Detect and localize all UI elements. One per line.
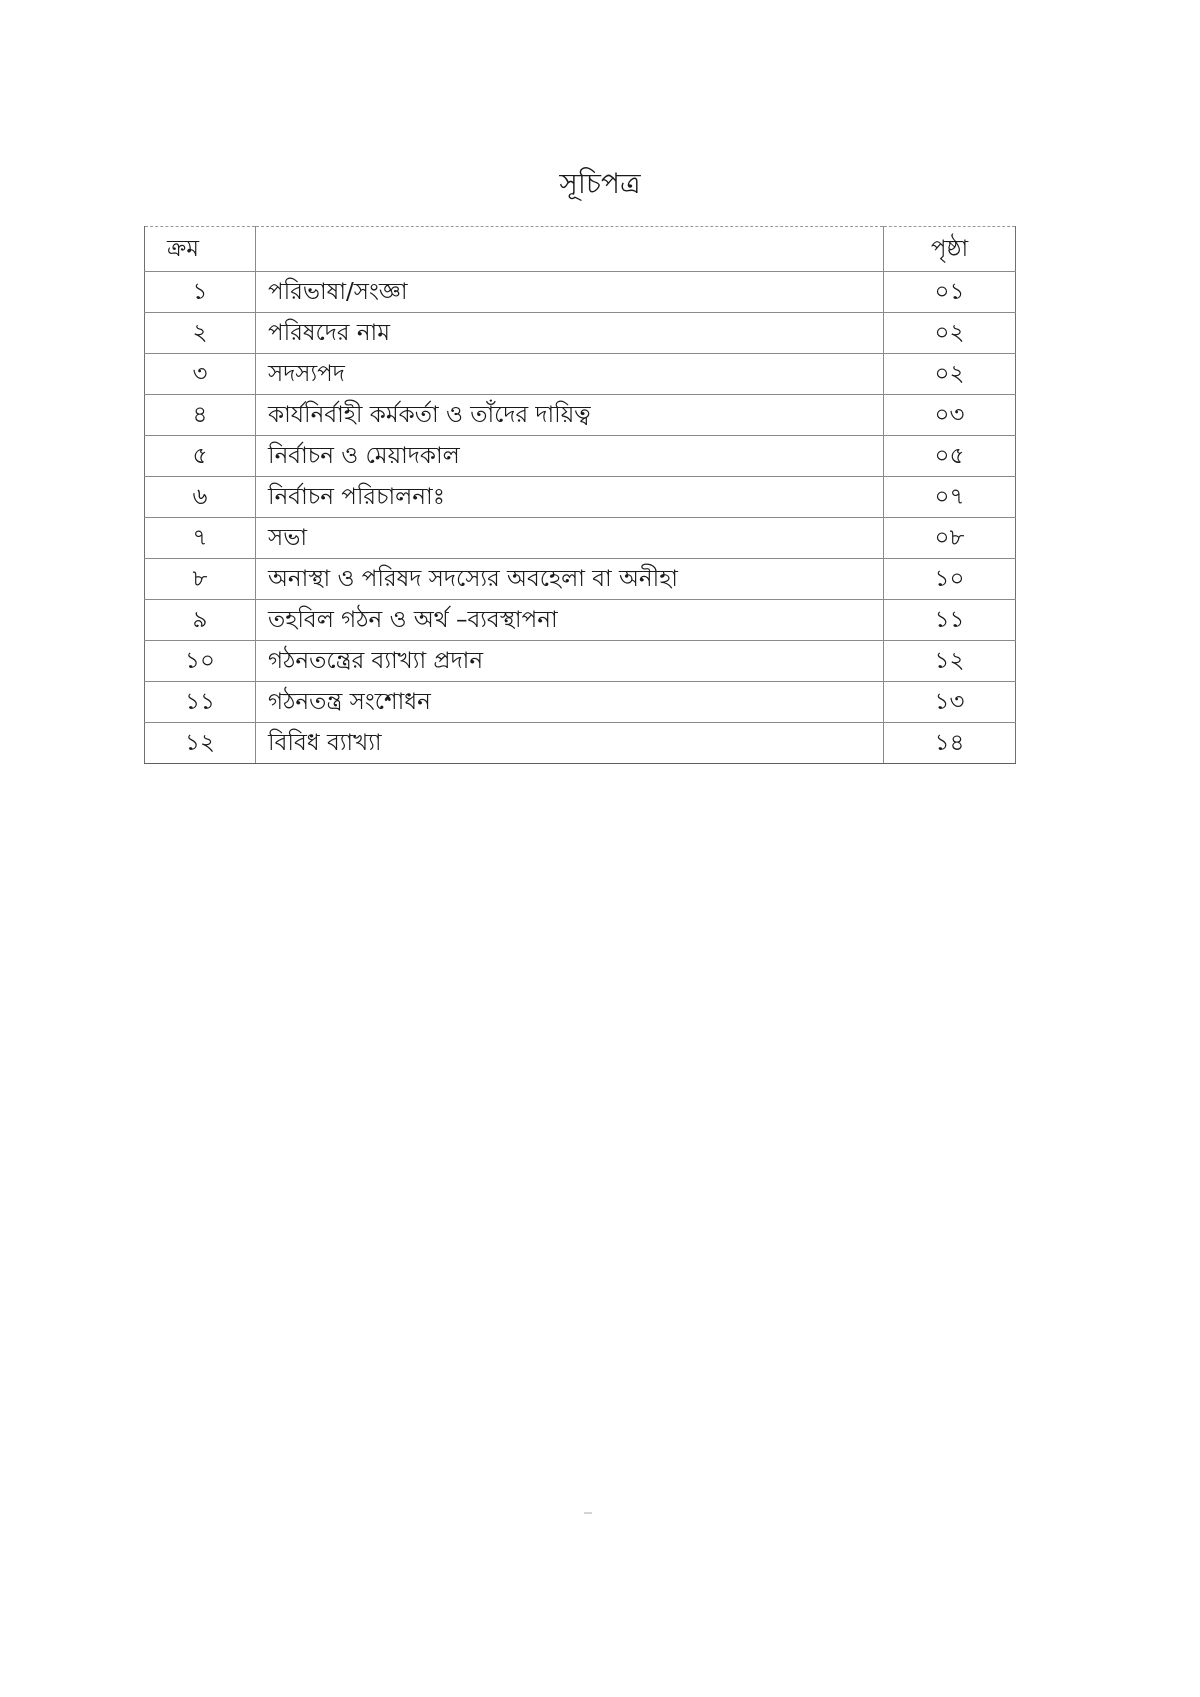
row-title: তহবিল গঠন ও অর্থ –ব্যবস্থাপনা [256,600,884,641]
row-page: ১৪ [884,723,1016,764]
toc-header-row [145,227,1016,272]
toc-row [145,518,1016,559]
toc-row [145,682,1016,723]
row-page: ০৮ [884,518,1016,559]
row-page: ১১ [884,600,1016,641]
toc-row [145,600,1016,641]
row-title: নির্বাচন পরিচালনাঃ [256,477,884,518]
row-title: গঠনতন্ত্রের ব্যাখ্যা প্রদান [256,641,884,682]
row-title: সভা [256,518,884,559]
toc-row [145,436,1016,477]
toc-table [144,226,1016,764]
row-title: নির্বাচন ও মেয়াদকাল [256,436,884,477]
row-serial: ৮ [145,559,256,600]
row-page: ০৭ [884,477,1016,518]
toc-row [145,641,1016,682]
row-serial: ৫ [145,436,256,477]
row-serial: ২ [145,313,256,354]
row-page: ১৩ [884,682,1016,723]
row-serial: ৭ [145,518,256,559]
page-title: সূচিপত্র [559,167,641,200]
scan-speck [584,1512,592,1514]
row-serial: ১ [145,272,256,313]
row-page: ০১ [884,272,1016,313]
row-serial: ৩ [145,354,256,395]
row-title: কার্যনির্বাহী কর্মকর্তা ও তাঁদের দায়িত্ব [256,395,884,436]
row-title: পরিষদের নাম [256,313,884,354]
toc-row [145,313,1016,354]
row-serial: ১১ [145,682,256,723]
row-title: বিবিধ ব্যাখ্যা [256,723,884,764]
row-serial: ৪ [145,395,256,436]
row-title: অনাস্থা ও পরিষদ সদস্যের অবহেলা বা অনীহা [256,559,884,600]
row-title: গঠনতন্ত্র সংশোধন [256,682,884,723]
row-page: ১০ [884,559,1016,600]
row-title: সদস্যপদ [256,354,884,395]
toc-row [145,559,1016,600]
row-serial: ১০ [145,641,256,682]
toc-row [145,477,1016,518]
header-page: পৃষ্ঠা [884,227,1016,272]
row-title: পরিভাষা/সংজ্ঞা [256,272,884,313]
row-page: ০৫ [884,436,1016,477]
row-serial: ৯ [145,600,256,641]
toc-row [145,272,1016,313]
toc-row [145,723,1016,764]
row-page: ০২ [884,313,1016,354]
toc-row [145,395,1016,436]
row-page: ১২ [884,641,1016,682]
header-title [256,227,884,272]
header-serial: ক্রম [145,227,256,272]
toc-row [145,354,1016,395]
row-serial: ৬ [145,477,256,518]
row-page: ০২ [884,354,1016,395]
row-page: ০৩ [884,395,1016,436]
row-serial: ১২ [145,723,256,764]
